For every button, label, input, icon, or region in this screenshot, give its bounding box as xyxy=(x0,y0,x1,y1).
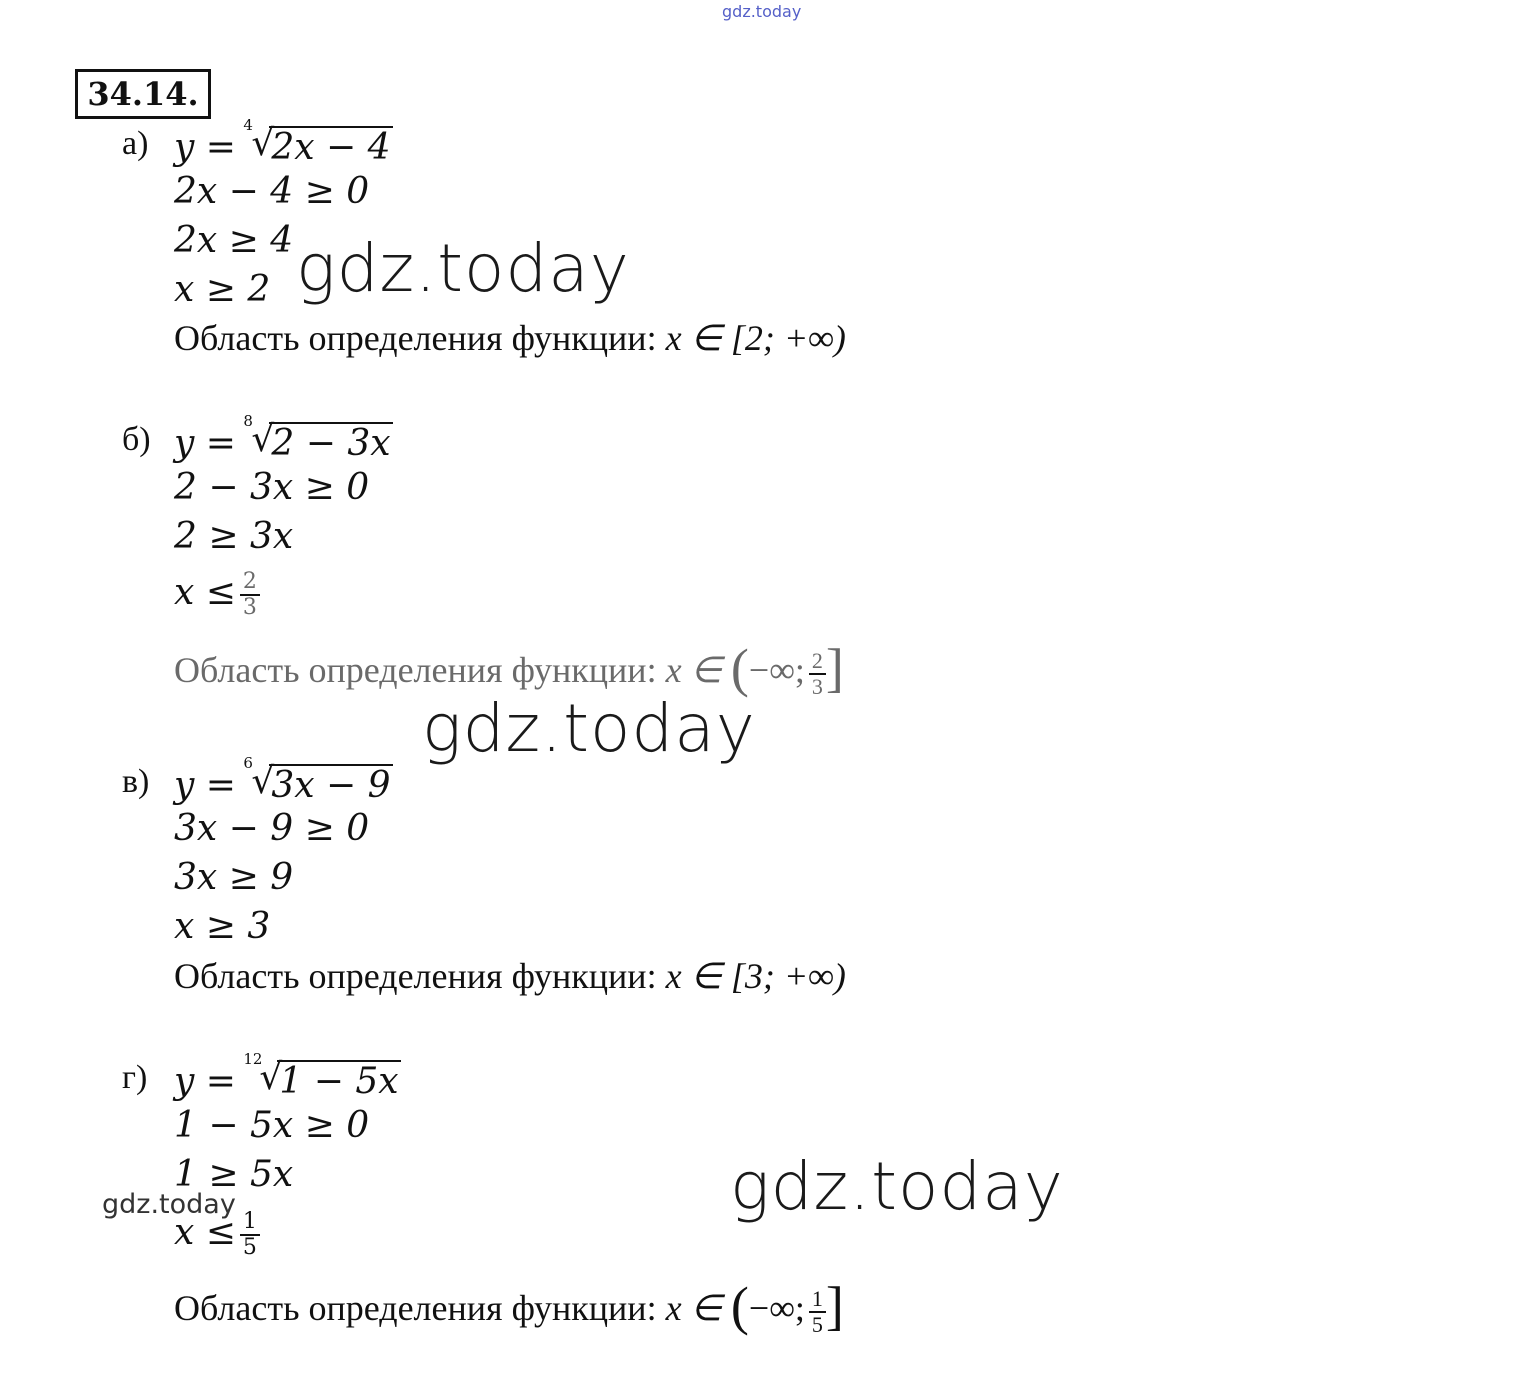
part-g-step-2: 1 ≥ 5x xyxy=(174,1154,294,1195)
part-a-function xyxy=(174,116,393,170)
part-v-domain-value: x ∈ [3; +∞) xyxy=(665,956,846,996)
part-b-label: б) xyxy=(122,421,151,458)
part-a-step-2: 2x ≥ 4 xyxy=(174,220,294,261)
part-v-label: в) xyxy=(122,763,150,800)
part-b-domain-text: Область определения функции: xyxy=(174,650,657,690)
part-a-domain-value: x ∈ [2; +∞) xyxy=(665,318,846,358)
part-g-label: г) xyxy=(122,1059,148,1096)
part-g-domain-close: ] xyxy=(825,1276,844,1336)
part-a-y: y = xyxy=(174,127,248,168)
part-g-step-3-prefix: x ≤ xyxy=(174,1212,236,1253)
part-g-domain-fraction: $\frac{1}{5}$ xyxy=(809,1287,826,1337)
part-g-domain xyxy=(174,1276,844,1337)
radical-sign: √ xyxy=(251,419,275,460)
part-v-step-1: 3x − 9 ≥ 0 xyxy=(174,808,370,849)
radical-sign: √ xyxy=(251,123,275,164)
radical-sign: √ xyxy=(259,1057,283,1098)
part-a-root-index: 4 xyxy=(243,116,253,134)
watermark-3: gdz.today xyxy=(730,1148,1064,1225)
part-v-radical xyxy=(243,754,392,808)
part-b-domain-inner: −∞; xyxy=(748,650,805,690)
part-b-domain-fraction: $\frac{2}{3}$ xyxy=(809,649,826,699)
part-g-y: y = xyxy=(174,1061,248,1102)
problem-number: 34.14. xyxy=(75,69,211,119)
part-a-radical xyxy=(243,116,392,170)
part-b-step-3-fraction: $\frac{2}{3}$ xyxy=(240,570,260,620)
part-b-domain-prefix: x ∈ xyxy=(665,650,722,690)
watermark-1: gdz.today xyxy=(296,230,630,307)
part-b-y: y = xyxy=(174,423,248,464)
part-a-domain xyxy=(174,316,846,360)
part-b-step-1: 2 − 3x ≥ 0 xyxy=(174,467,370,508)
watermark-2: gdz.today xyxy=(422,690,756,767)
part-b-radicand: 2 − 3x xyxy=(271,423,391,464)
part-g-step-3-fraction: $\frac{1}{5}$ xyxy=(240,1210,260,1260)
part-a-step-1: 2x − 4 ≥ 0 xyxy=(174,171,370,212)
part-g-domain-open: ( xyxy=(730,1276,749,1336)
radical-sign: √ xyxy=(251,761,275,802)
part-v-radicand: 3x − 9 xyxy=(271,765,391,806)
part-a-domain-text: Область определения функции: xyxy=(174,318,657,358)
part-g-step-1: 1 − 5x ≥ 0 xyxy=(174,1105,370,1146)
part-g-function xyxy=(174,1050,401,1104)
part-b-step-3-prefix: x ≤ xyxy=(174,572,236,613)
part-v-root-index: 6 xyxy=(243,754,253,772)
header-watermark: gdz.today xyxy=(722,2,802,21)
part-b-root-index: 8 xyxy=(243,412,253,430)
part-g-domain-prefix: x ∈ xyxy=(665,1288,722,1328)
part-b-step-2: 2 ≥ 3x xyxy=(174,516,294,557)
part-a-label: а) xyxy=(122,125,149,162)
part-v-domain-text: Область определения функции: xyxy=(174,956,657,996)
part-v-domain xyxy=(174,954,846,998)
part-b-radical xyxy=(243,412,392,466)
part-b-function xyxy=(174,412,393,466)
part-g-radical xyxy=(243,1050,400,1104)
part-b-domain-close: ] xyxy=(825,638,844,698)
part-v-step-3: x ≥ 3 xyxy=(174,906,271,947)
watermark-4: gdz.today xyxy=(102,1189,236,1220)
part-g-root-index: 12 xyxy=(243,1050,263,1068)
part-g-domain-inner: −∞; xyxy=(748,1288,805,1328)
part-a-step-3: x ≥ 2 xyxy=(174,269,271,310)
part-v-function xyxy=(174,754,393,808)
part-g-domain-text: Область определения функции: xyxy=(174,1288,657,1328)
part-v-y: y = xyxy=(174,765,248,806)
part-b-step-3 xyxy=(174,570,260,620)
part-a-radicand: 2x − 4 xyxy=(271,127,391,168)
part-b-domain-open: ( xyxy=(730,638,749,698)
part-g-radicand: 1 − 5x xyxy=(279,1061,399,1102)
part-v-step-2: 3x ≥ 9 xyxy=(174,857,294,898)
